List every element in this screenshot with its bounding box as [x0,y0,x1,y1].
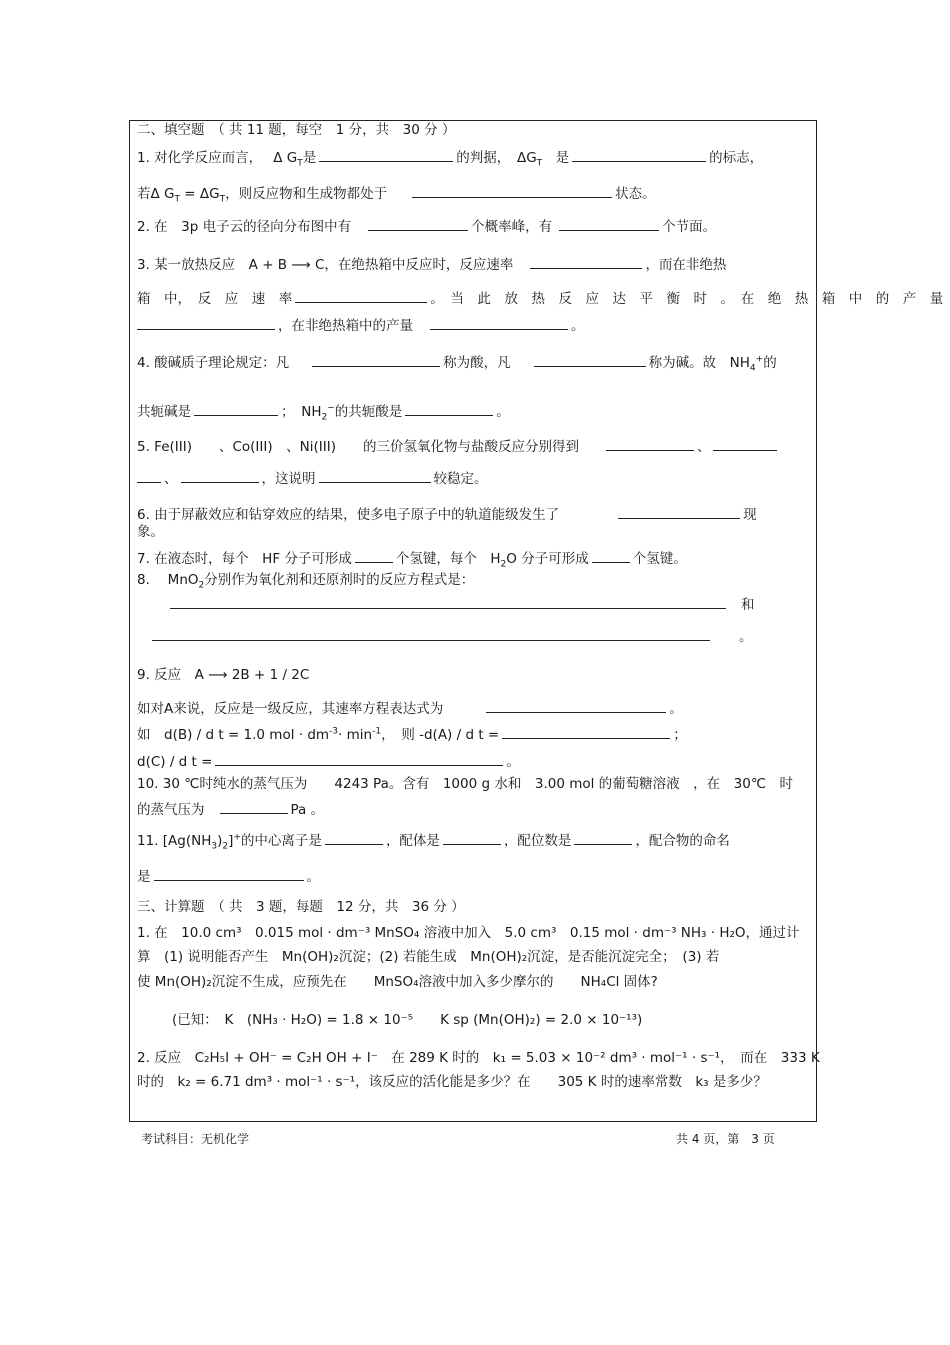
blank [355,549,393,563]
blank [319,469,431,483]
blank [295,289,427,303]
blank [194,402,278,416]
blank [312,353,440,367]
blank [443,831,501,845]
blank [319,148,453,162]
blank [220,800,288,814]
q1-line1: 1. 对化学反应而言， Δ $G_T$是 的判据， $\Delta G_T$ 是 的标志， [137,150,764,169]
calc1-line2: 算 (1) 说明能否产生 Mn(OH)₂沉淀；(2) 若能生成 Mn(OH)₂沉淀，是否能沉淀完全； (3) 若 [137,949,720,965]
q9-line3: 如 d(B) / d t = 1.0 mol · $dm^{-3}\cdot \min^{-1}$， 则 -d(A) / d t = ； [137,726,687,743]
q11-line1: 11. $[Ag(NH_3)_2]^+$的中心离子是 ，配体是 ，配位数是 ，配合物的命名 [137,832,730,852]
q3-line1: 3. 某一放热反应 A + B ⟶ C，在绝热箱中反应时，反应速率 ，而在非绝热 [137,257,727,273]
blank [502,725,670,739]
q1-line2: 若Δ $G_T = \Delta G_T$，则反应物和生成物都处于 状态。 [137,186,656,205]
blank [325,831,383,845]
blank [412,184,612,198]
footer-pages: 共 4 页，第 3 页 [676,1132,775,1146]
blank [606,437,694,451]
blank [137,316,275,330]
blank [368,217,468,231]
q6-line2: 象。 [137,524,164,540]
q8-line1: 8. MnO$_2$分别作为氧化剂和还原剂时的反应方程式是： [137,572,475,591]
q4-line1: 4. 酸碱质子理论规定：凡 称为酸，凡 称为碱。故 $NH_4^+$的 [137,354,777,374]
q10-line2: 的蒸气压为 Pa 。 [137,802,325,818]
q10-line1: 10. 30 ℃时纯水的蒸气压为 4243 Pa。含有 1000 g 水和 3.00 mol 的葡萄糖溶液 ，在 30℃ 时 [137,776,793,792]
blank [534,353,646,367]
blank [618,505,740,519]
q6-line1: 6. 由于屏蔽效应和钻穿效应的结果，使多电子原子中的轨道能级发生了 现 [137,507,757,523]
blank [530,255,642,269]
blank [152,627,710,641]
calc2-line2: 时的 k₂ = 6.71 dm³ · mol⁻¹ · s⁻¹，该反应的活化能是多少？在 305 K 时的速率常数 k₃ 是多少？ [137,1074,767,1090]
q11-line2: 是 。 [137,869,320,885]
q9-line2: 如对A来说，反应是一级反应，其速率方程表达式为 。 [137,701,683,717]
blank [137,469,161,483]
blank [559,217,659,231]
blank [592,549,630,563]
blank [154,867,304,881]
blank [170,595,726,609]
calc1-line4: (已知： K (NH₃ · H₂O) = 1.8 × 10⁻⁵ K sp (Mn(OH)₂) = 2.0 × 10⁻¹³) [172,1012,643,1028]
q8-line2: 和 [170,595,755,614]
q7-line: 7. 在液态时，每个 HF 分子可形成 个氢键，每个 $H_2O$ 分子可形成 个氢键。 [137,551,687,570]
q5-line2: 、 ，这说明 较稳定。 [137,469,488,488]
q8-line3: 。 [152,627,753,646]
blank [430,316,568,330]
q4-line2: 共轭碱是 ； $NH_2^-$的共轭酸是 。 [137,403,510,423]
calc2-line1: 2. 反应 C₂H₅I + OH⁻ = C₂H OH + I⁻ 在 289 K 时的 k₁ = 5.03 × 10⁻² dm³ · mol⁻¹ · s⁻¹， 而在 333 K [137,1050,820,1066]
q3-line3: ，在非绝热箱中的产量 。 [137,316,585,335]
section2-heading: 二、填空题 （ 共 11 题，每空 1 分，共 30 分 ） [137,122,456,138]
calc1-line3: 使 Mn(OH)₂沉淀不生成，应预先在 MnSO₄溶液中加入多少摩尔的 NH₄Cl 固体? [137,974,658,990]
q2-line: 2. 在 3p 电子云的径向分布图中有 个概率峰，有 个节面。 [137,219,717,235]
section3-heading: 三、计算题 （ 共 3 题，每题 12 分，共 36 分 ） [137,899,465,915]
blank [486,699,666,713]
blank [713,437,777,451]
q9-line4: d(C) / d t = 。 [137,754,520,770]
blank [215,752,503,766]
footer-subject: 考试科目：无机化学 [141,1132,250,1146]
blank [405,402,493,416]
blank [574,831,632,845]
calc1-line1: 1. 在 10.0 cm³ 0.015 mol · dm⁻³ MnSO₄ 溶液中加入 5.0 cm³ 0.15 mol · dm⁻³ NH₃ · H₂O，通过计 [137,925,800,941]
q5-line1: 5. Fe(III) 、Co(III) 、Ni(III) 的三价氢氧化物与盐酸反应分别得到 、 [137,437,777,456]
blank [181,469,259,483]
blank [572,148,706,162]
q9-line1: 9. 反应 A ⟶ 2B + 1 / 2C [137,667,310,683]
q3-line2: 箱 中， 反 应 速 率 。 当 此 放 热 反 应 达 平 衡 时 。 在 绝 热 箱 中 的 产 量 [137,291,944,307]
